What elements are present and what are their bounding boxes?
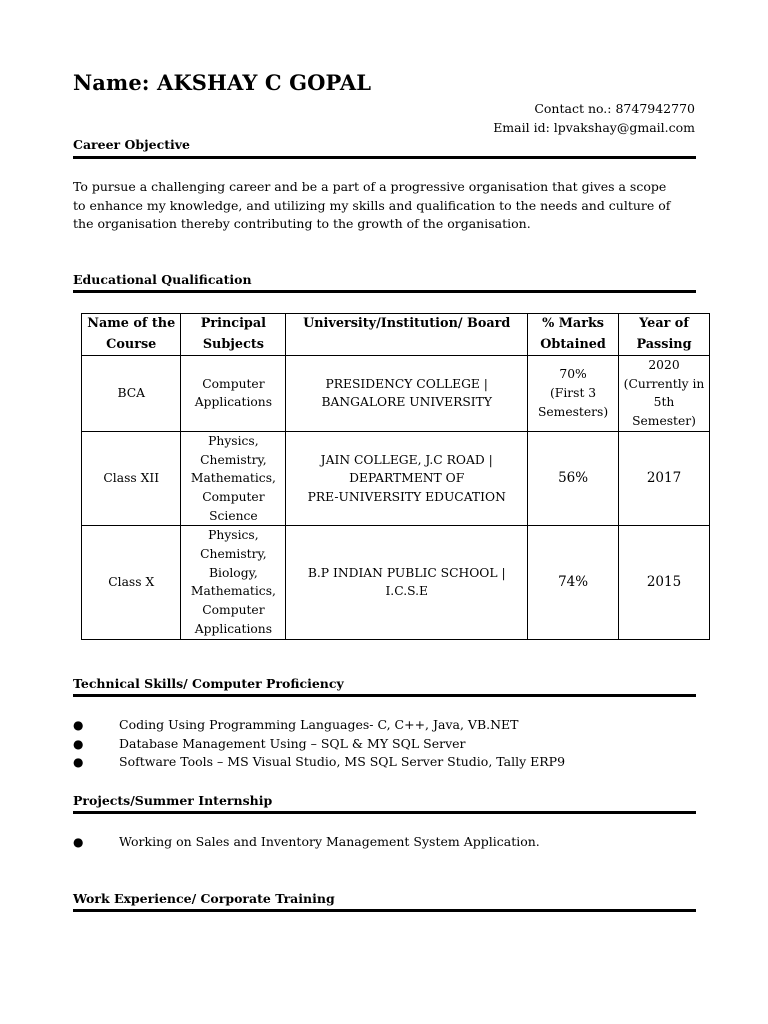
table-row <box>82 356 710 432</box>
column-header: % Marks Obtained <box>528 314 619 356</box>
year-cell: 2015 <box>619 526 710 639</box>
table-row <box>82 431 710 526</box>
bullet-icon: ● <box>73 718 84 732</box>
table-header-row <box>82 314 710 356</box>
table-row <box>82 526 710 639</box>
list-item <box>73 833 540 852</box>
education-table <box>81 313 710 640</box>
career-objective-text: To pursue a challenging career and be a part of a progressive organisation that gives a scope to enhance my knowledge, and utilizing my skills and qualification to the needs and culture of the organisation thereby contributing to the growth of the organisation. <box>73 179 671 231</box>
course-cell: BCA <box>82 356 181 432</box>
column-header: University/Institution/ Board <box>286 314 528 356</box>
list-item-text: Software Tools – MS Visual Studio, MS SQL Server Studio, Tally ERP9 <box>119 754 566 769</box>
course-cell: Class X <box>82 526 181 639</box>
institution-cell: B.P INDIAN PUBLIC SCHOOL | I.C.S.E <box>286 526 528 639</box>
bullet-icon: ● <box>73 736 84 751</box>
list-item <box>73 735 565 754</box>
career-objective-heading: Career Objective <box>73 137 190 152</box>
list-item-text: Database Management Using – SQL & MY SQL Server <box>119 735 466 751</box>
section-divider <box>73 290 696 293</box>
section-divider <box>73 694 696 697</box>
section-divider <box>73 909 696 912</box>
education-heading: Educational Qualification <box>73 272 252 287</box>
year-cell: 2020 (Currently in 5th Semester) <box>619 356 710 432</box>
list-item-text: Coding Using Programming Languages- C, C++, Java, VB.NET <box>119 717 519 732</box>
projects-heading: Projects/Summer Internship <box>73 793 273 808</box>
marks-cell: 74% <box>528 526 619 639</box>
bullet-icon: ● <box>73 755 84 769</box>
section-divider <box>73 811 696 814</box>
list-item <box>73 716 565 735</box>
technical-skills-heading: Technical Skills/ Computer Proficiency <box>73 676 344 691</box>
work-experience-heading: Work Experience/ Corporate Training <box>73 891 335 906</box>
bullet-icon: ● <box>73 835 84 849</box>
marks-cell: 56% <box>528 431 619 526</box>
marks-cell: 70% (First 3 Semesters) <box>528 356 619 432</box>
institution-cell: PRESIDENCY COLLEGE | BANGALORE UNIVERSITY <box>286 356 528 432</box>
contact-block <box>493 99 695 137</box>
candidate-name: Name: AKSHAY C GOPAL <box>73 70 372 95</box>
list-item-text: Working on Sales and Inventory Management System Application. <box>119 834 540 849</box>
contact-number: Contact no.: 8747942770 <box>534 101 695 116</box>
column-header: Year of Passing <box>619 314 710 356</box>
subjects-cell: Computer Applications <box>181 356 286 432</box>
subjects-cell: Physics, Chemistry, Biology, Mathematics, Computer Applications <box>181 526 286 639</box>
column-header: Name of the Course <box>82 314 181 356</box>
list-item <box>73 753 565 772</box>
year-cell: 2017 <box>619 431 710 526</box>
email-address: Email id: lpvakshay@gmail.com <box>493 120 695 135</box>
column-header: Principal Subjects <box>181 314 286 356</box>
institution-cell: JAIN COLLEGE, J.C ROAD | DEPARTMENT OF PRE-UNIVERSITY EDUCATION <box>286 431 528 526</box>
technical-skills-list <box>73 716 565 772</box>
subjects-cell: Physics, Chemistry, Mathematics, Computer Science <box>181 431 286 526</box>
projects-list <box>73 833 540 852</box>
section-divider <box>73 156 696 159</box>
course-cell: Class XII <box>82 431 181 526</box>
